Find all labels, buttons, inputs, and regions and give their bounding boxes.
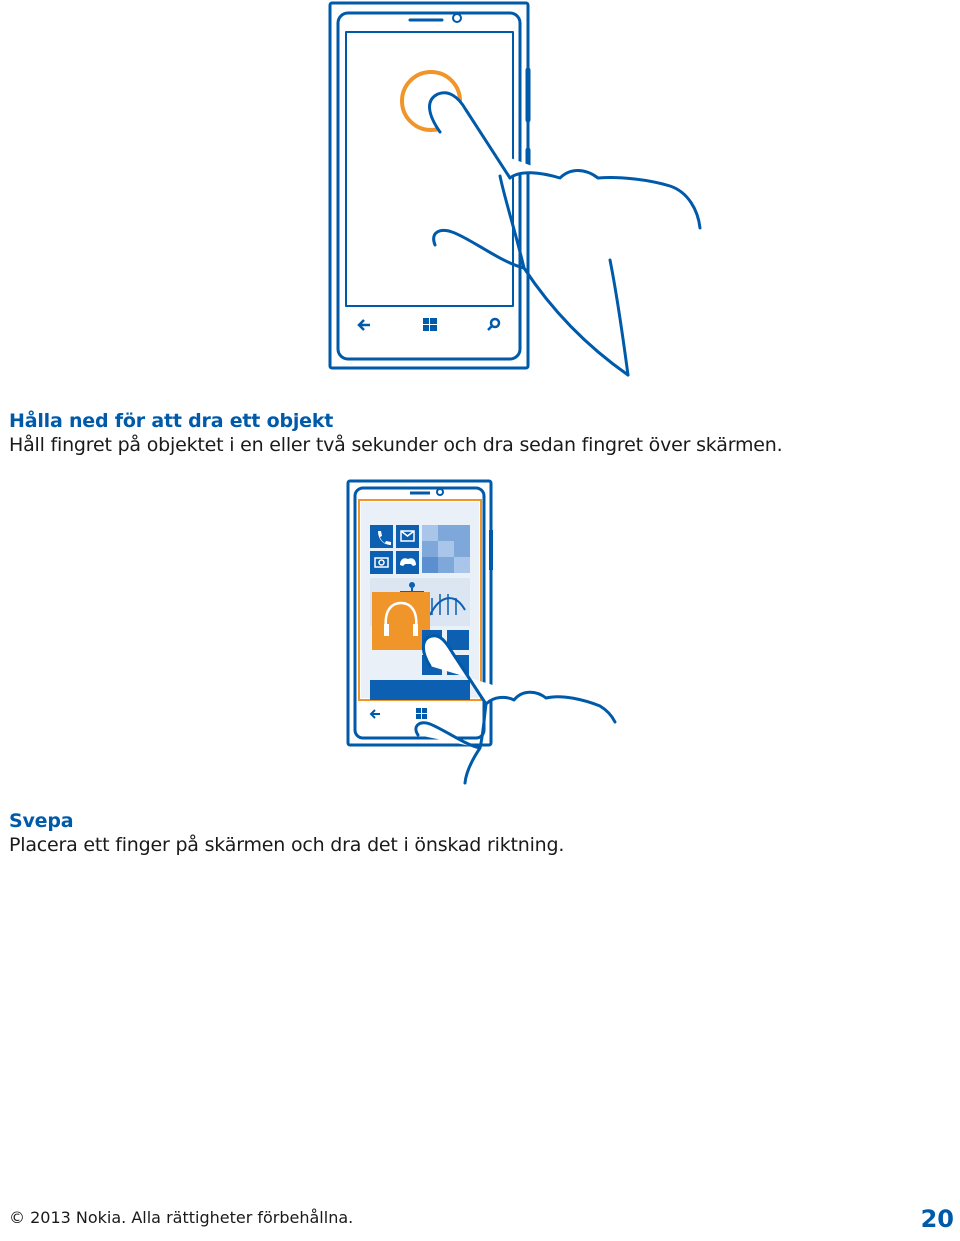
phone-inner (338, 13, 520, 359)
back-icon (371, 710, 380, 718)
swipe-heading: Svepa (9, 810, 74, 832)
music-tile-dragged (372, 592, 430, 650)
hand-drag (430, 93, 700, 375)
camera-dot (453, 14, 461, 22)
windows-icon (416, 708, 427, 719)
camera-tile (370, 551, 393, 574)
windows-icon (423, 318, 437, 331)
copyright-footer: © 2013 Nokia. Alla rättigheter förbehållna. (9, 1208, 354, 1227)
press-hold-illustration (300, 0, 720, 380)
swipe-illustration (340, 475, 630, 790)
drag-text: Håll fingret på objektet i en eller två sekunder och dra sedan fingret över skärmen. (9, 434, 783, 456)
drag-heading: Hålla ned för att dra ett objekt (9, 410, 334, 432)
page-number: 20 (920, 1205, 954, 1233)
phone-body (330, 3, 528, 368)
search-icon (488, 319, 499, 330)
back-icon (359, 320, 370, 330)
swipe-text: Placera ett finger på skärmen och dra det i önskad riktning. (9, 834, 565, 856)
hand-swipe (416, 636, 615, 783)
